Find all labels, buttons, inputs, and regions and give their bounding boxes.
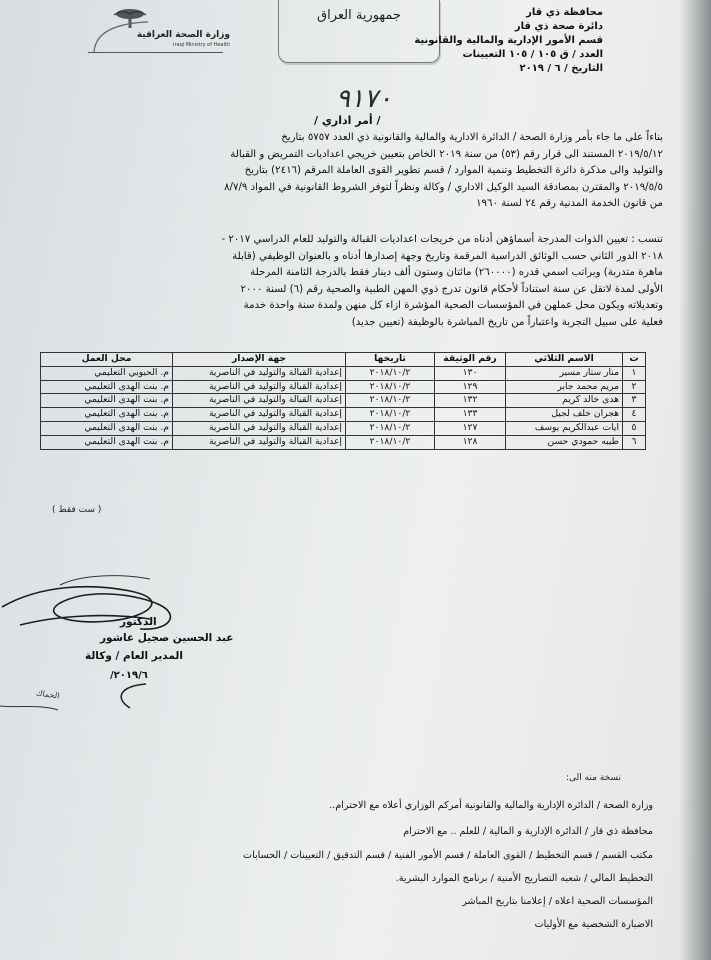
cell-issuer: إعدادية القبالة والتوليد في الناصرية [173,394,346,408]
signatory-position: المدير العام / وكالة [85,650,183,662]
copies-label: نسخة منه الى: [565,773,621,783]
table-header-row [41,353,646,367]
republic-label: جمهورية العراق [317,8,401,23]
logo-english: Iraqi Ministry of Health [172,42,230,48]
table-row [41,421,646,435]
department-line: قسم الأمور الإدارية والمالية والقانونية [414,35,603,46]
paragraph-line: ماهرة متدربة) وبراتب اسمي قدره (٢٦٠٠٠٠) مائتان وستون ألف دينار فقط بالدرجة الثامنة المرحلة [250,267,663,278]
cell-number: ١ [623,366,646,380]
paragraph-line: من قانون الخدمة المدنية رقم ٢٤ لسنة ١٩٦٠ [476,198,663,209]
cell-name: ايات عبدالكريم يوسف [506,421,623,435]
cell-issuer: إعدادية القبالة والتوليد في الناصرية [173,408,346,422]
cell-name: هجران خلف لجيل [506,408,623,422]
cell-issuer: إعدادية القبالة والتوليد في الناصرية [173,380,346,394]
cell-doc-date: ٢٠١٨/١٠/٢ [346,380,435,394]
cell-issuer: إعدادية القبالة والتوليد في الناصرية [173,421,346,435]
cell-workplace: م. بنت الهدى التعليمي [41,394,173,408]
cell-issuer: إعدادية القبالة والتوليد في الناصرية [173,435,346,449]
cell-name: هدى خالد كريم [506,394,623,408]
table-row [41,366,646,380]
cell-number: ٣ [623,394,646,408]
cell-issuer: إعدادية القبالة والتوليد في الناصرية [173,366,346,380]
logo-swoosh [92,20,152,54]
appointees-table [40,352,646,450]
cell-workplace: م. بنت الهدى التعليمي [41,380,173,394]
cell-doc-number: ١٣٣ [435,408,506,422]
table-row [41,435,646,449]
handwritten-note: الحماك [35,688,60,701]
table-row [41,394,646,408]
copy-recipient: مكتب القسم / قسم التخطيط / القوى العاملة / قسم الأمور الفنية / قسم التدقيق / التعيينات / الحسابات [243,850,653,861]
cell-doc-date: ٢٠١٨/١٠/٢ [346,366,435,380]
cell-number: ٤ [623,408,646,422]
republic-box [278,0,440,63]
cell-doc-number: ١٣٠ [435,366,506,380]
table-row [41,380,646,394]
cell-workplace: م. بنت الهدى التعليمي [41,435,173,449]
paragraph-line: ٢٠١٩/٥/٥ والمقترن بمصادقة السيد الوكيل الاداري / وكالة ونظراً لتوفر الشروط القانونية في المواد ٨/٧/٩ [224,181,663,193]
cell-number: ٥ [623,421,646,435]
copy-recipient: محافظة ذي قار / الدائرة الإدارية و المالية / للعلم .. مع الاحترام [403,826,653,837]
paragraph-line: ٢٠١٨ الدور الثاني حسب الوثائق الدراسية المرقمة وتاريخ وجهة إصدارها أدناه و بالعنوان الوظيفي (قابلة [232,250,663,262]
logo-title: وزارة الصحة العراقية [136,30,230,40]
col-header-doc-number: رقم الوثيقة [435,353,506,367]
reference-number-line: العدد / ق ١٠٥ / ١٠٥ التعيينات [462,49,603,60]
signature-title: الدكتور [120,616,157,628]
paragraph-line: فعلية على سبيل التجربة واعتباراً من تاريخ المباشرة بالوظيفة (تعيين جديد) [351,316,663,328]
cell-doc-date: ٢٠١٨/١٠/٢ [346,394,435,408]
cell-doc-date: ٢٠١٨/١٠/٢ [346,435,435,449]
handwritten-mark [110,682,150,712]
signatory-name: عبد الحسين صجيل عاشور [100,632,234,644]
cell-workplace: م. بنت الهدى التعليمي [41,421,173,435]
col-header-number: ت [623,353,646,367]
col-header-issuer: جهة الإصدار [173,353,346,367]
paragraph-line: ٢٠١٩/٥/١٢ المستند الى قرار رقم (٥٣) من سنة ٢٠١٩ الخاص بتعيين خريجي اعداديات التمريض و القبالة [230,148,663,160]
table-row [41,408,646,422]
paragraph-line: وتعديلاته ويكون محل عملهن في المؤسسات الصحية المؤشرة ازاء كل منهن ولمدة سنة واحدة خدمة [243,300,663,311]
order-title: / أمر اداري / [314,114,381,127]
cell-doc-date: ٢٠١٨/١٠/٢ [346,421,435,435]
cell-number: ٦ [623,435,646,449]
decision-paragraph [63,232,663,331]
date-line: التاريخ / ٦ / ٢٠١٩ [519,63,603,74]
col-header-name: الاسم الثلاثي [506,353,623,367]
cell-name: مريم محمد جابر [506,380,623,394]
paragraph-line: الأولى لمدة لاتقل عن سنة استناداً لأحكام قانون تدرج ذوي المهن الطبية والصحية رقم (٦) لسنة ٢٠٠٠ [240,283,663,295]
cell-doc-number: ١٣٢ [435,394,506,408]
cell-number: ٢ [623,380,646,394]
cell-workplace: م. بنت الهدى التعليمي [41,408,173,422]
handwritten-number: ٩١٧٠ [336,84,392,114]
cell-doc-number: ١٢٨ [435,435,506,449]
cell-doc-date: ٢٠١٨/١٠/٢ [346,408,435,422]
paragraph-line: تنسب : تعيين الذوات المدرجة أسماؤهن أدناه من خريجات اعداديات القبالة والتوليد للعام الدراسي ٢٠١٧ - [221,234,663,245]
directorate-line: دائرة صحة ذي قار [514,21,603,32]
paragraph-line: والتوليد والى مذكرة دائرة التخطيط وتنمية الموارد / قسم تطوير القوى العاملة المرقم (٢٤١٦) بتاريخ [244,165,663,176]
governorate-line: محافظة ذي قار [526,7,603,18]
preamble-paragraph [63,130,663,213]
copy-recipient: الاضبارة الشخصية مع الأوليات [534,919,653,930]
cell-doc-number: ١٢٩ [435,380,506,394]
cell-workplace: م. الحبوبي التعليمي [41,366,173,380]
handwritten-line [0,700,60,720]
copy-recipient: التخطيط المالي / شعبه التصاريح الأمنية / برنامج الموارد البشرية. [395,873,653,884]
count-note: ( ست فقط ) [52,505,102,515]
cell-name: طيبه حمودي حسن [506,435,623,449]
page-edge-shadow [679,0,711,960]
cell-doc-number: ١٢٧ [435,421,506,435]
signature-date: ٢٠١٩/٦/ [110,670,148,681]
col-header-workplace: محل العمل [41,353,173,367]
copy-recipient: المؤسسات الصحية اعلاه / إعلامنا بتاريخ المباشر [462,896,653,907]
copy-recipient: وزارة الصحة / الدائرة الإدارية والمالية والقانونية أمركم الوزاري أعلاه مع الاحترام.. [329,800,653,811]
cell-name: منار ستار مسير [506,366,623,380]
col-header-doc-date: تاريخها [346,353,435,367]
paragraph-line: بناءاً على ما جاء بأمر وزارة الصحة / الدائرة الادارية والمالية والقانونية ذي العدد ٥٧٥٧ بتاريخ [281,132,663,143]
